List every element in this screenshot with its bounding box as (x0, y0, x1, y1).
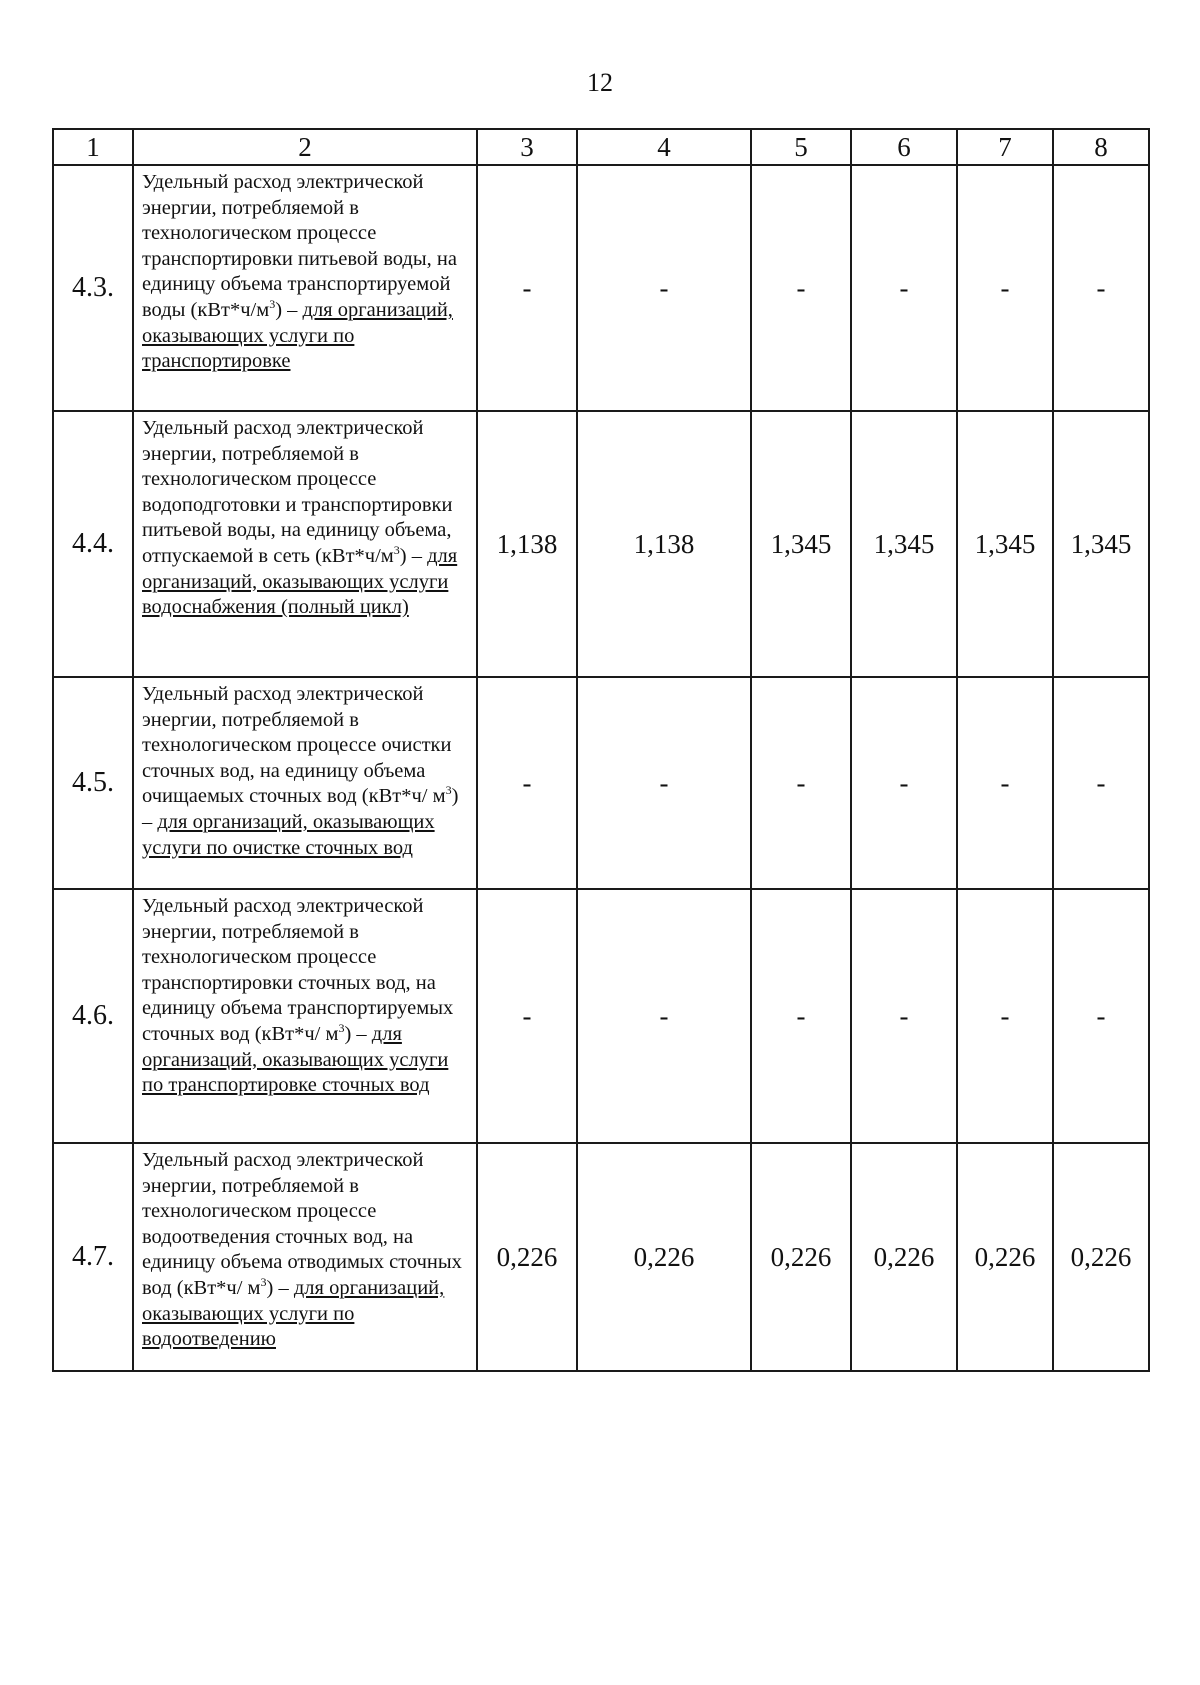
value-cell: - (751, 889, 851, 1143)
column-header: 1 (53, 129, 133, 165)
value-cell: 1,138 (577, 411, 751, 677)
value-cell: - (477, 165, 577, 411)
value-cell: - (851, 889, 957, 1143)
description-scope: для организаций, оказывающих услуги по транспортировке сточных вод (142, 1022, 449, 1097)
value-cell: - (751, 165, 851, 411)
value-cell: 0,226 (577, 1143, 751, 1371)
value-cell: - (1053, 889, 1149, 1143)
value-cell: 1,345 (851, 411, 957, 677)
value-cell: 1,345 (957, 411, 1053, 677)
table-row (53, 1143, 1149, 1371)
column-header: 6 (851, 129, 957, 165)
value-cell: - (1053, 165, 1149, 411)
value-cell: - (957, 677, 1053, 889)
column-header: 5 (751, 129, 851, 165)
column-header: 3 (477, 129, 577, 165)
description-text: Удельный расход электрической энергии, потребляемой в технологическом процессе водоподготовки и транспортировки питьевой воды, на единицу объема, отпускаемой в сеть $(кВт*ч/м^3)$ – (142, 417, 453, 567)
value-cell: - (851, 165, 957, 411)
row-number: 4.3. (53, 165, 133, 411)
indicators-table (52, 128, 1150, 1372)
row-description (133, 165, 477, 411)
table-row (53, 411, 1149, 677)
value-cell: - (957, 165, 1053, 411)
value-cell: - (957, 889, 1053, 1143)
value-cell: 1,345 (751, 411, 851, 677)
value-cell: - (577, 889, 751, 1143)
row-description (133, 411, 477, 677)
column-header: 2 (133, 129, 477, 165)
description-text: Удельный расход электрической энергии, потребляемой в технологическом процессе транспортировки питьевой воды, на единицу объема транспортируемой воды $(кВт*ч/м^3)$ – (142, 171, 457, 321)
value-cell: 0,226 (957, 1143, 1053, 1371)
description-text: Удельный расход электрической энергии, потребляемой в технологическом процессе водоотведения сточных вод, на единицу объема отводимых сточных вод (кВт*ч/ $м^3$) – (142, 1149, 462, 1299)
row-description (133, 889, 477, 1143)
value-cell: - (577, 165, 751, 411)
value-cell: 0,226 (751, 1143, 851, 1371)
row-number: 4.5. (53, 677, 133, 889)
table-row (53, 677, 1149, 889)
column-header: 4 (577, 129, 751, 165)
value-cell: - (851, 677, 957, 889)
column-header: 7 (957, 129, 1053, 165)
value-cell: 1,138 (477, 411, 577, 677)
description-scope: для организаций, оказывающих услуги по транспортировке (142, 298, 453, 373)
value-cell: - (577, 677, 751, 889)
description-scope: для организаций, оказывающих услуги по очистке сточных вод (142, 810, 435, 859)
value-cell: - (477, 889, 577, 1143)
table-row (53, 889, 1149, 1143)
row-number: 4.4. (53, 411, 133, 677)
description-scope: для организаций, оказывающих услуги по водоотведению (142, 1276, 445, 1351)
value-cell: - (751, 677, 851, 889)
page-number: 12 (587, 68, 613, 97)
description-text: Удельный расход электрической энергии, потребляемой в технологическом процессе очистки сточных вод, на единицу объема очищаемых сточных вод (кВт*ч/ $м^3$) – (142, 683, 459, 833)
value-cell: 0,226 (477, 1143, 577, 1371)
row-number: 4.7. (53, 1143, 133, 1371)
description-text: Удельный расход электрической энергии, потребляемой в технологическом процессе транспортировки сточных вод, на единицу объема транспортируемых сточных вод (кВт*ч/ $м^3$) – (142, 895, 454, 1045)
row-description (133, 1143, 477, 1371)
table-row (53, 165, 1149, 411)
description-scope: для организаций, оказывающих услуги водоснабжения (полный цикл) (142, 544, 458, 619)
row-number: 4.6. (53, 889, 133, 1143)
value-cell: 0,226 (851, 1143, 957, 1371)
value-cell: 1,345 (1053, 411, 1149, 677)
row-description (133, 677, 477, 889)
value-cell: - (1053, 677, 1149, 889)
table-header-row (53, 129, 1149, 165)
value-cell: 0,226 (1053, 1143, 1149, 1371)
value-cell: - (477, 677, 577, 889)
column-header: 8 (1053, 129, 1149, 165)
